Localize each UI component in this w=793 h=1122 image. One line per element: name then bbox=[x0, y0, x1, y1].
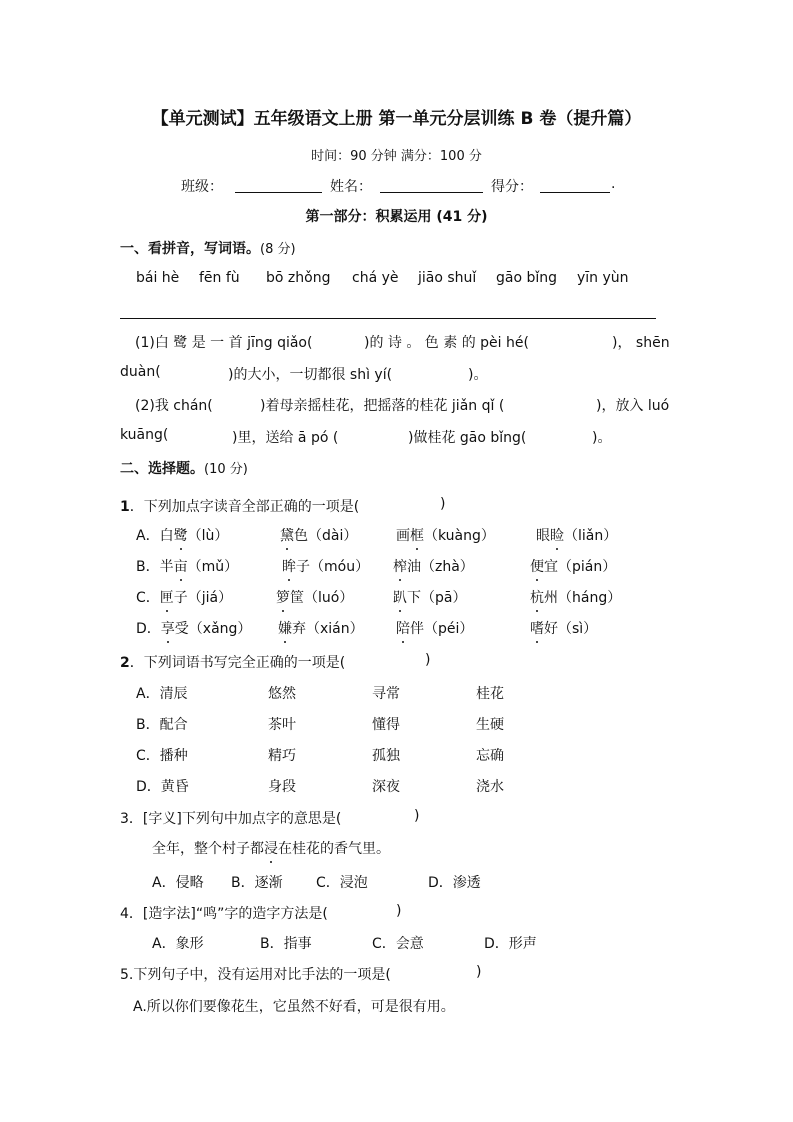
dotted-char: 眸 bbox=[282, 559, 296, 575]
dotted-char: 榨 bbox=[393, 559, 407, 575]
word-pinyin: 子（móu） bbox=[296, 559, 370, 575]
option-letter: C． bbox=[136, 590, 160, 606]
dotted-char: 黛 bbox=[280, 528, 294, 544]
q3-option-b[interactable]: B．逐渐 bbox=[231, 875, 283, 891]
dotted-char: 趴 bbox=[393, 590, 407, 606]
q1-option-d-4 bbox=[530, 618, 597, 638]
s2-line2-a: kuāng( bbox=[120, 427, 169, 443]
q2-close: ) bbox=[425, 652, 431, 668]
s1-line2-b: )的大小，一切都很 shì yí( bbox=[228, 367, 393, 383]
q1-option-c-3 bbox=[393, 587, 466, 607]
char: 半 bbox=[159, 559, 174, 575]
q2-number: 2 bbox=[120, 655, 130, 671]
char: 眼 bbox=[536, 528, 550, 544]
s2-line1-a: (2)我 chán( bbox=[135, 398, 213, 414]
q3-option-c[interactable]: C．浸泡 bbox=[316, 875, 368, 891]
section-1-label: 一、看拼音，写词语。 bbox=[120, 241, 260, 257]
score-field[interactable] bbox=[540, 176, 610, 193]
q1-option-b-3 bbox=[393, 556, 474, 576]
dotted-char: 箩 bbox=[276, 590, 290, 606]
s2-line1-b: )着母亲摇桂花，把摇落的桂花 jiǎn qǐ ( bbox=[260, 398, 505, 414]
s2-line2-d: )。 bbox=[592, 430, 612, 446]
pinyin: （liǎn） bbox=[564, 528, 618, 544]
word-pinyin: 油（zhà） bbox=[407, 559, 474, 575]
q4-option-c[interactable]: C．会意 bbox=[372, 936, 424, 952]
s2-line1-c: )，放入 luó bbox=[596, 398, 670, 414]
q1-option-d-3 bbox=[396, 618, 473, 638]
q2-option-a[interactable]: A．清辰 bbox=[136, 686, 188, 702]
q1-option-c[interactable] bbox=[136, 587, 232, 607]
dotted-char: 鹭 bbox=[173, 528, 188, 544]
q1-option-a-3 bbox=[396, 525, 495, 545]
word-pinyin: 宜（pián） bbox=[544, 559, 617, 575]
sentence-part: 在桂花的香气里。 bbox=[278, 841, 390, 857]
dotted-char: 杭 bbox=[530, 590, 544, 606]
writing-line[interactable] bbox=[120, 318, 656, 319]
section-2-title bbox=[120, 458, 248, 478]
q2-option-d[interactable]: D．黄昏 bbox=[136, 779, 189, 795]
q4-close: ) bbox=[396, 903, 402, 919]
q1-option-c-4 bbox=[530, 587, 621, 607]
name-label: 姓名： bbox=[330, 179, 372, 195]
q2-d-word-3: 深夜 bbox=[372, 779, 400, 795]
page-title: 【单元测试】五年级语文上册 第一单元分层训练 B 卷（提升篇） bbox=[151, 109, 642, 129]
word-pinyin: 伴（péi） bbox=[410, 621, 474, 637]
q1-option-a[interactable] bbox=[136, 525, 228, 545]
part-1-title: 第一部分：积累运用 (41 分) bbox=[305, 209, 488, 225]
score-label: 得分： bbox=[491, 179, 533, 195]
q2-d-word-2: 身段 bbox=[268, 779, 296, 795]
q1-close: ) bbox=[440, 496, 446, 512]
dotted-char: 匣 bbox=[159, 590, 174, 606]
q2-option-b[interactable]: B．配合 bbox=[136, 717, 188, 733]
q1-option-c-2 bbox=[276, 587, 353, 607]
dotted-char: 嗜 bbox=[530, 621, 544, 637]
s2-line2-c: )做桂花 gāo bǐng( bbox=[408, 430, 527, 446]
q5-option-a[interactable]: A.所以你们要像花生，它虽然不好看，可是很有用。 bbox=[133, 999, 455, 1015]
pinyin-3: bō zhǒng bbox=[266, 270, 331, 286]
q1-option-d-2 bbox=[278, 618, 364, 638]
q1-option-a-2 bbox=[280, 525, 357, 545]
q1-option-a-4 bbox=[536, 525, 617, 545]
pinyin: （kuàng） bbox=[424, 528, 495, 544]
q3-sentence bbox=[152, 838, 390, 858]
q3-option-d[interactable]: D．渗透 bbox=[428, 875, 481, 891]
q2-d-word-4: 浇水 bbox=[476, 779, 504, 795]
pinyin-6: gāo bǐng bbox=[496, 270, 558, 286]
q3-close: ) bbox=[414, 808, 420, 824]
s1-line2-c: )。 bbox=[468, 367, 488, 383]
dotted-char: 便 bbox=[530, 559, 544, 575]
q2-c-word-3: 孤独 bbox=[372, 748, 400, 764]
section-2-points: (10 分) bbox=[204, 462, 248, 477]
option-letter: B． bbox=[136, 559, 160, 575]
q2-a-word-3: 寻常 bbox=[372, 686, 400, 702]
q1-text: ．下列加点字读音全部正确的一项是( bbox=[129, 499, 360, 515]
q2-b-word-4: 生硬 bbox=[476, 717, 504, 733]
q4-option-d[interactable]: D．形声 bbox=[484, 936, 537, 952]
q2-a-word-4: 桂花 bbox=[476, 686, 504, 702]
time-score: 时间：90 分钟 满分：100 分 bbox=[311, 149, 482, 164]
dotted-char: 框 bbox=[410, 528, 424, 544]
dotted-char: 陪 bbox=[396, 621, 410, 637]
q4-option-a[interactable]: A．象形 bbox=[152, 936, 204, 952]
dotted-char: 浸 bbox=[264, 841, 278, 857]
s1-line1-c: )， shēn bbox=[612, 335, 670, 351]
q1-number: 1 bbox=[120, 499, 130, 515]
s2-line2-b: )里，送给 ā pó ( bbox=[232, 430, 339, 446]
q1-stem bbox=[120, 496, 359, 516]
pinyin-1: bái hè bbox=[136, 270, 180, 286]
pinyin-4: chá yè bbox=[352, 270, 399, 286]
q2-c-word-2: 精巧 bbox=[268, 748, 296, 764]
q5-close: ) bbox=[476, 964, 482, 980]
word-pinyin: 受（xǎng） bbox=[174, 621, 252, 637]
word-pinyin: 色（dài） bbox=[294, 528, 358, 544]
word-pinyin: 下（pā） bbox=[407, 590, 467, 606]
dotted-char: 享 bbox=[160, 621, 175, 637]
section-2-label: 二、选择题。 bbox=[120, 461, 204, 477]
section-1-title bbox=[120, 238, 296, 258]
q1-option-d[interactable] bbox=[136, 618, 251, 638]
q2-c-word-4: 忘确 bbox=[476, 748, 504, 764]
end-mark: . bbox=[611, 176, 616, 192]
section-1-points: (8 分) bbox=[260, 242, 296, 257]
s1-line2-a: duàn( bbox=[120, 364, 161, 380]
word-pinyin: 子（jiá） bbox=[173, 590, 233, 606]
sentence-part: 全年，整个村子都 bbox=[152, 841, 264, 857]
q1-option-b-4 bbox=[530, 556, 616, 576]
char: 画 bbox=[396, 528, 410, 544]
q3-option-a[interactable]: A．侵略 bbox=[152, 875, 204, 891]
s1-line1-a: (1)白 鹭 是 一 首 jīng qiǎo( bbox=[135, 335, 313, 351]
q2-b-word-2: 茶叶 bbox=[268, 717, 296, 733]
pinyin: （lù） bbox=[187, 528, 229, 544]
word-pinyin: 弃（xián） bbox=[292, 621, 364, 637]
char: 白 bbox=[159, 528, 174, 544]
dotted-char: 亩 bbox=[173, 559, 188, 575]
q1-option-b[interactable] bbox=[136, 556, 238, 576]
dotted-char: 嫌 bbox=[278, 621, 292, 637]
class-field[interactable] bbox=[235, 176, 322, 193]
q4-option-b[interactable]: B．指事 bbox=[260, 936, 312, 952]
pinyin-7: yīn yùn bbox=[577, 270, 629, 286]
word-pinyin: 州（háng） bbox=[544, 590, 622, 606]
q2-text: ．下列词语书写完全正确的一项是( bbox=[129, 655, 346, 671]
q2-b-word-3: 懂得 bbox=[372, 717, 400, 733]
q3-stem: 3．[字义]下列句中加点字的意思是( bbox=[120, 811, 342, 827]
dotted-char: 睑 bbox=[550, 528, 564, 544]
q4-stem: 4．[造字法]“鸣”字的造字方法是( bbox=[120, 906, 328, 922]
q5-stem: 5.下列句子中，没有运用对比手法的一项是( bbox=[120, 967, 391, 983]
name-field[interactable] bbox=[380, 176, 483, 193]
pinyin-2: fēn fù bbox=[199, 270, 240, 286]
word-pinyin: 筐（luó） bbox=[290, 590, 354, 606]
q2-stem bbox=[120, 652, 345, 672]
q1-option-b-2 bbox=[282, 556, 369, 576]
pinyin-5: jiāo shuǐ bbox=[418, 270, 477, 286]
class-label: 班级： bbox=[181, 179, 223, 195]
pinyin: （mǔ） bbox=[187, 559, 239, 575]
option-letter: A． bbox=[136, 528, 160, 544]
q2-a-word-2: 悠然 bbox=[268, 686, 296, 702]
q2-option-c[interactable]: C．播种 bbox=[136, 748, 188, 764]
s1-line1-b: )的 诗 。 色 素 的 pèi hé( bbox=[364, 335, 529, 351]
option-letter: D． bbox=[136, 621, 161, 637]
word-pinyin: 好（sì） bbox=[544, 621, 598, 637]
